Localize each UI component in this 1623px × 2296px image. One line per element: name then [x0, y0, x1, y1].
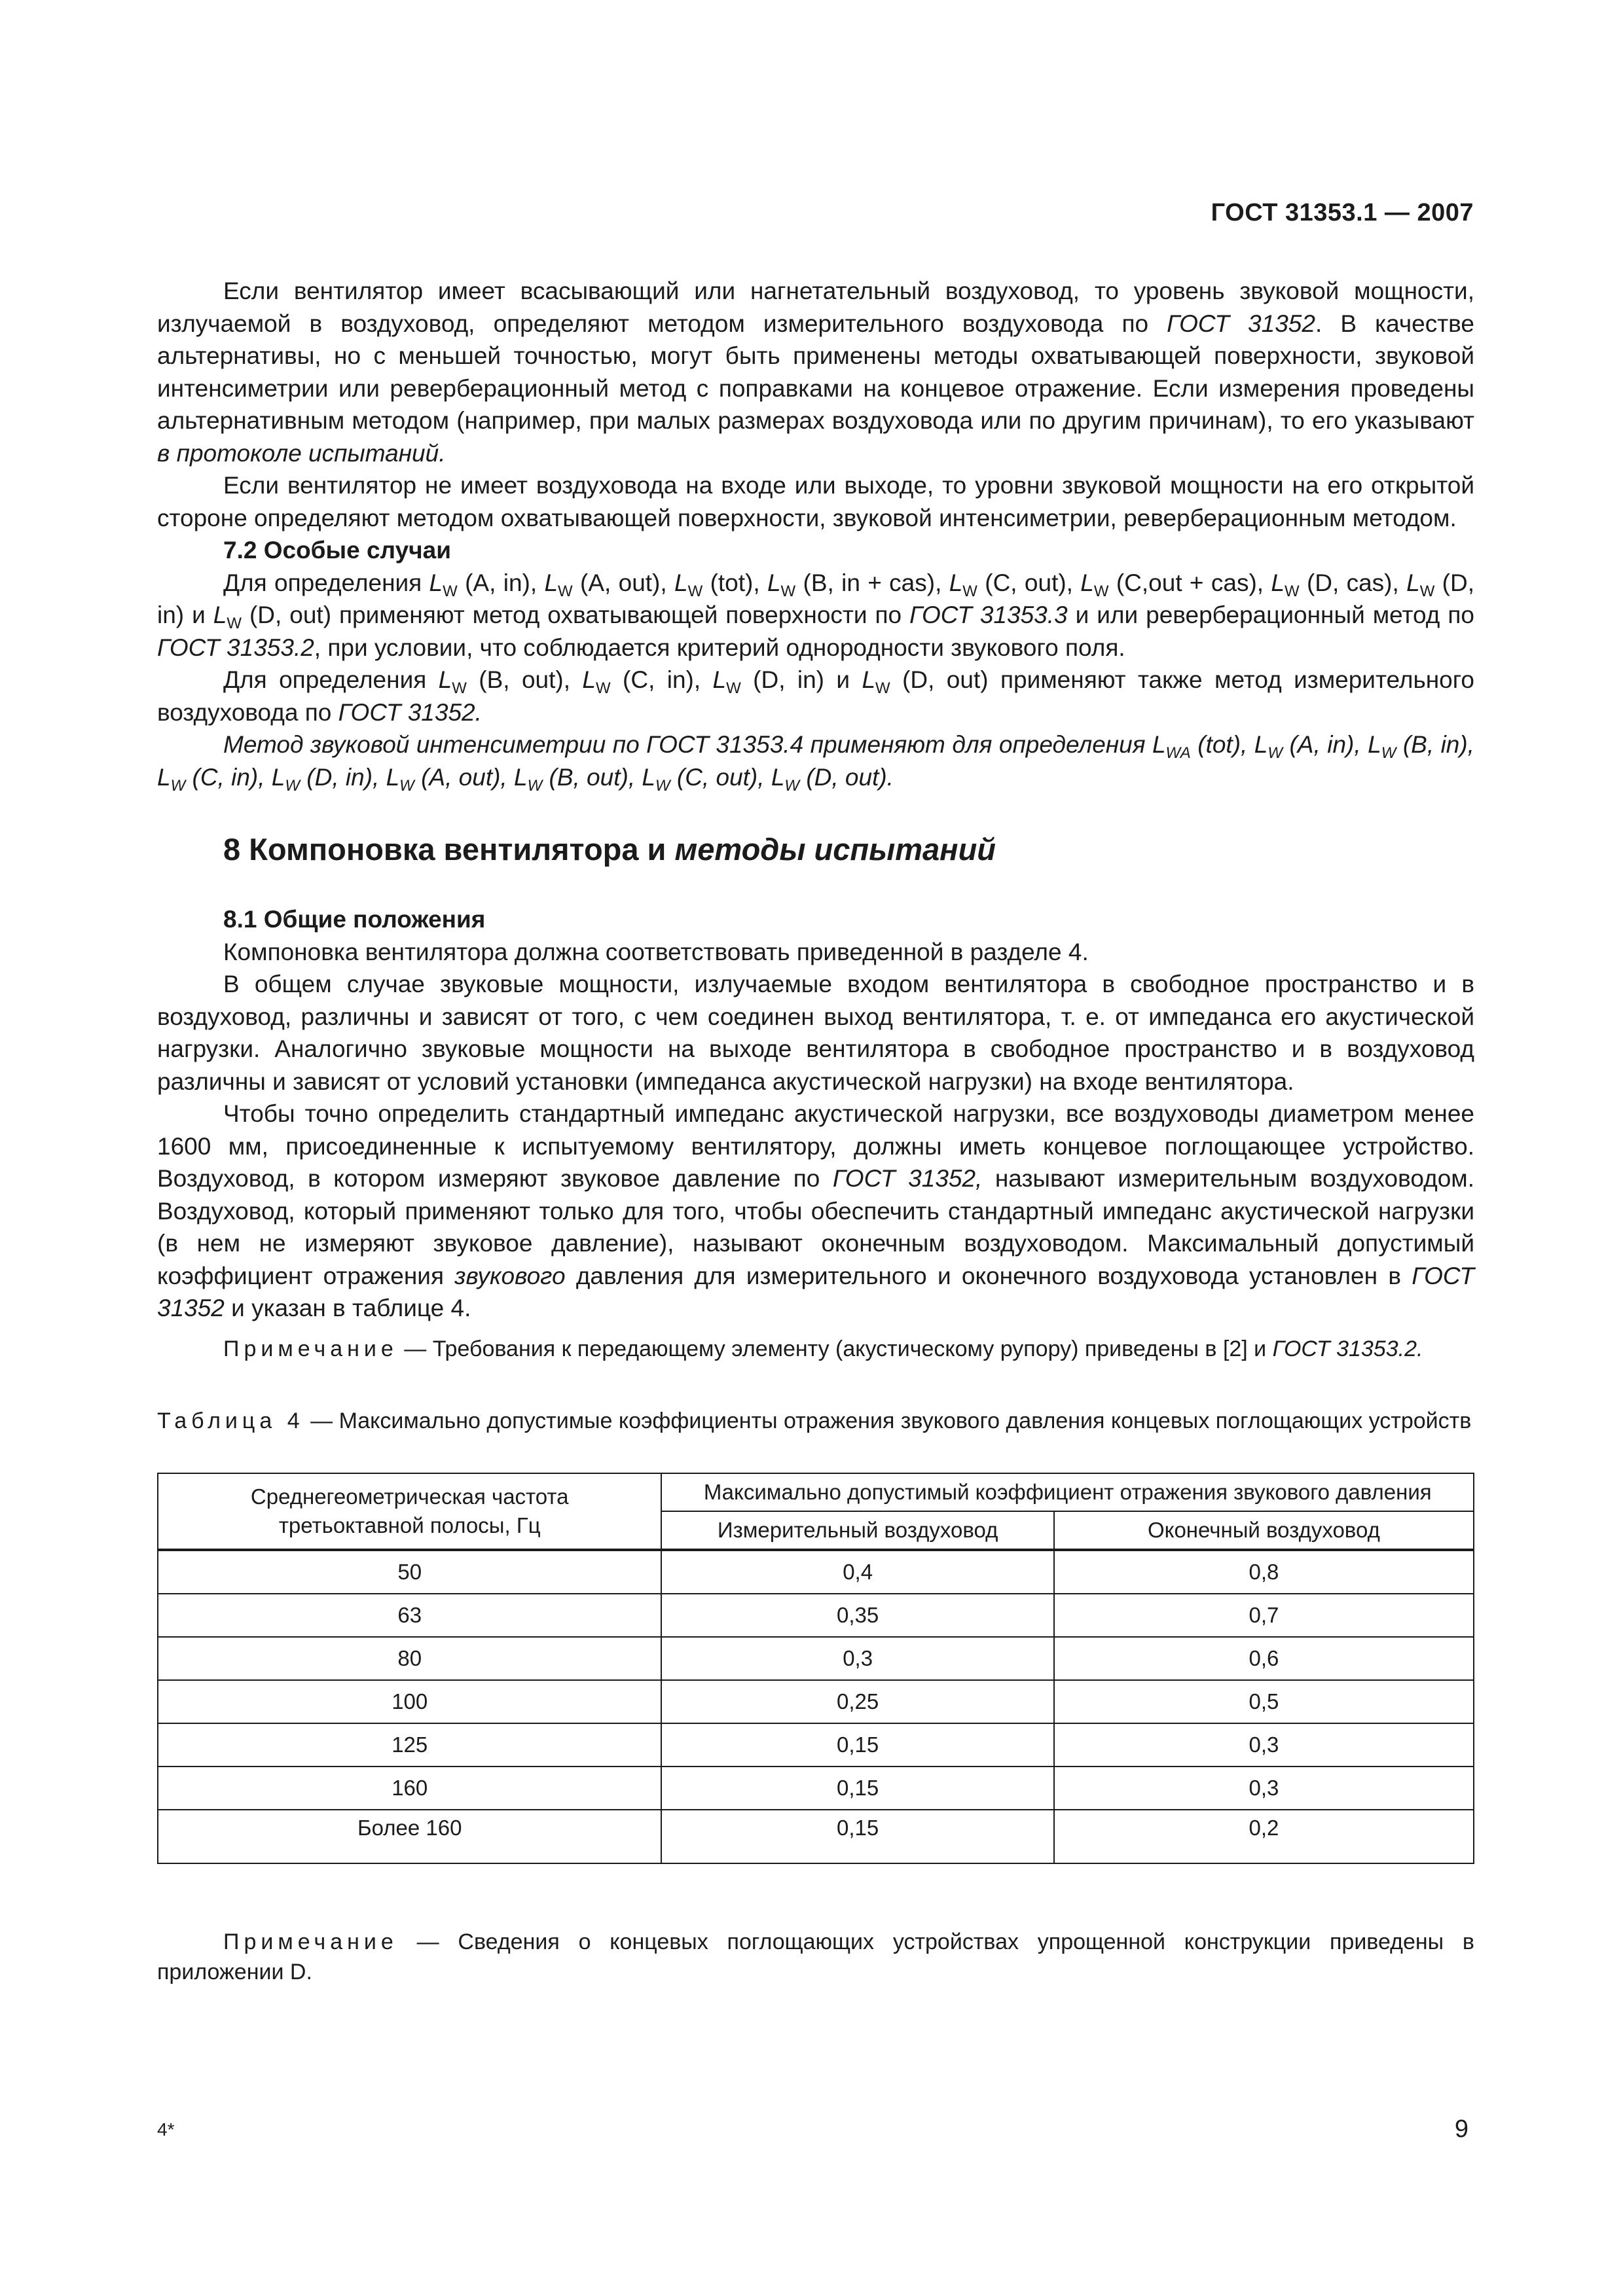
- header-measuring-duct: Измерительный воздуховод: [661, 1511, 1053, 1550]
- cell-measuring: 0,25: [661, 1680, 1053, 1723]
- cell-measuring: 0,3: [661, 1637, 1053, 1680]
- cell-frequency: 100: [158, 1680, 661, 1723]
- sheet-mark: 4*: [157, 2119, 175, 2140]
- paragraph-duct-inlet: Если вентилятор имеет всасывающий или нагнетательный воздуховод, то уровень звуковой мощности, излучаемой в воздуховод, определяют методом измерительного воздуховода по ГОСТ 31352. В качестве альтернативы, но с меньшей точностью, могут быть применены методы охватывающей поверхности, звуковой интенсиметрии или реверберационный метод с поправками на концевое отражение. Если измерения проведены альтернативным методом (например, при малых размерах воздуховода или по другим причинам), то его указывают в протоколе испытаний.: [157, 278, 1474, 467]
- cell-measuring: 0,15: [661, 1767, 1053, 1810]
- cell-frequency: 125: [158, 1723, 661, 1767]
- table-row: [158, 1637, 1474, 1680]
- section-8-heading: 8 Компоновка вентилятора и методы испытаний: [223, 832, 996, 867]
- paragraph-special-cases-1: Для определения $L_W$ (A, in), $L_W$ (A, out), $L_W$ (tot), $L_W$ (B, in + cas), $L_W$ (C, out), $L_W$ (C,out + cas), $L_W$ (D, cas), $L_W$ (D, in) и $L_W$ (D, out) применяют метод охватывающей поверхности по ГОСТ 31353.3 и или реверберационный метод по ГОСТ 31353.2, при условии, что соблюдается критерий однородности звукового поля.: [157, 569, 1474, 661]
- header-max-coefficient: Максимально допустимый коэффициент отражения звукового давления: [661, 1473, 1474, 1511]
- cell-measuring: 0,35: [661, 1594, 1053, 1637]
- table-row: [158, 1550, 1474, 1594]
- paragraph-layout: Компоновка вентилятора должна соответствовать приведенной в разделе 4.: [223, 938, 1089, 965]
- cell-terminal: 0,5: [1054, 1680, 1474, 1723]
- cell-terminal: 0,7: [1054, 1594, 1474, 1637]
- cell-terminal: 0,6: [1054, 1637, 1474, 1680]
- table-row: [158, 1810, 1474, 1863]
- table-row: [158, 1767, 1474, 1810]
- header-frequency: Среднегеометрическая частота третьоктавной полосы, Гц: [158, 1473, 661, 1550]
- table-row: [158, 1723, 1474, 1767]
- table-4-caption: Таблица 4 — Максимально допустимые коэффициенты отражения звукового давления концевых поглощающих устройств: [157, 1408, 1472, 1433]
- cell-measuring: 0,15: [661, 1723, 1053, 1767]
- paragraph-no-duct: Если вентилятор не имеет воздуховода на входе или выходе, то уровни звуковой мощности на его открытой стороне определяют методом охватывающей поверхности, звуковой интенсиметрии, реверберационным методом.: [157, 472, 1474, 531]
- document-body: [157, 275, 1474, 1987]
- paragraph-special-cases-2: Для определения $L_W$ (B, out), $L_W$ (C, in), $L_W$ (D, in) и $L_W$ (D, out) применяют также метод измерительного воздуховода по ГОСТ 31352.: [157, 666, 1474, 726]
- cell-frequency: 80: [158, 1637, 661, 1680]
- table-4-container: [157, 1473, 1474, 1864]
- cell-terminal: 0,2: [1054, 1810, 1474, 1863]
- cell-frequency: Более 160: [158, 1810, 661, 1863]
- table-row: [158, 1680, 1474, 1723]
- section-7-2-heading: 7.2 Особые случаи: [223, 537, 451, 564]
- cell-frequency: 63: [158, 1594, 661, 1637]
- section-8-1-heading: 8.1 Общие положения: [223, 906, 486, 933]
- table-row: [158, 1594, 1474, 1637]
- paragraph-intensimetry: Метод звуковой интенсиметрии по ГОСТ 31353.4 применяют для определения $L_{WA}$ (tot), $L_W$ (A, in), $L_W$ (B, in), $L_W$ (C, in), $L_W$ (D, in), $L_W$ (A, out), $L_W$ (B, out), $L_W$ (C, out), $L_W$ (D, out).: [157, 731, 1474, 795]
- cell-frequency: 160: [158, 1767, 661, 1810]
- document-header: ГОСТ 31353.1 — 2007: [1211, 199, 1474, 226]
- cell-terminal: 0,3: [1054, 1767, 1474, 1810]
- cell-measuring: 0,15: [661, 1810, 1053, 1863]
- cell-terminal: 0,8: [1054, 1550, 1474, 1594]
- cell-frequency: 50: [158, 1550, 661, 1594]
- table-4: [157, 1473, 1474, 1864]
- cell-terminal: 0,3: [1054, 1723, 1474, 1767]
- cell-measuring: 0,4: [661, 1550, 1053, 1594]
- header-terminal-duct: Оконечный воздуховод: [1054, 1511, 1474, 1550]
- paragraph-general: В общем случае звуковые мощности, излучаемые входом вентилятора в свободное пространство и в воздуховод, различны и зависят от того, с чем соединен выход вентилятора, т. е. от импеданса его акустической нагрузки. Аналогично звуковые мощности на выходе вентилятора в свободное пространство и в воздуховод различны и зависят от условий установки (импеданса акустической нагрузки) на входе вентилятора.: [157, 971, 1474, 1095]
- note-terminal-devices: Примечание — Сведения о концевых поглощающих устройствах упрощенной конструкции приведены в приложении D.: [157, 1929, 1474, 1984]
- page-number: 9: [1454, 2115, 1468, 2143]
- paragraph-impedance: Чтобы точно определить стандартный импеданс акустической нагрузки, все воздуховоды диаметром менее 1600 мм, присоединенные к испытуемому вентилятору, должны иметь концевое поглощающее устройство. Воздуховод, в котором измеряют звуковое давление по ГОСТ 31352, называют измерительным воздуховодом. Воздуховод, который применяют только для того, чтобы обеспечить стандартный импеданс акустической нагрузки (в нем не измеряют звуковое давление), называют оконечным воздуховодом. Максимальный допустимый коэффициент отражения звукового давления для измерительного и оконечного воздуховода установлен в ГОСТ 31352 и указан в таблице 4.: [157, 1100, 1475, 1321]
- note-horn: Примечание — Требования к передающему элементу (акустическому рупору) приведены в [2] и ГОСТ 31353.2.: [223, 1336, 1423, 1361]
